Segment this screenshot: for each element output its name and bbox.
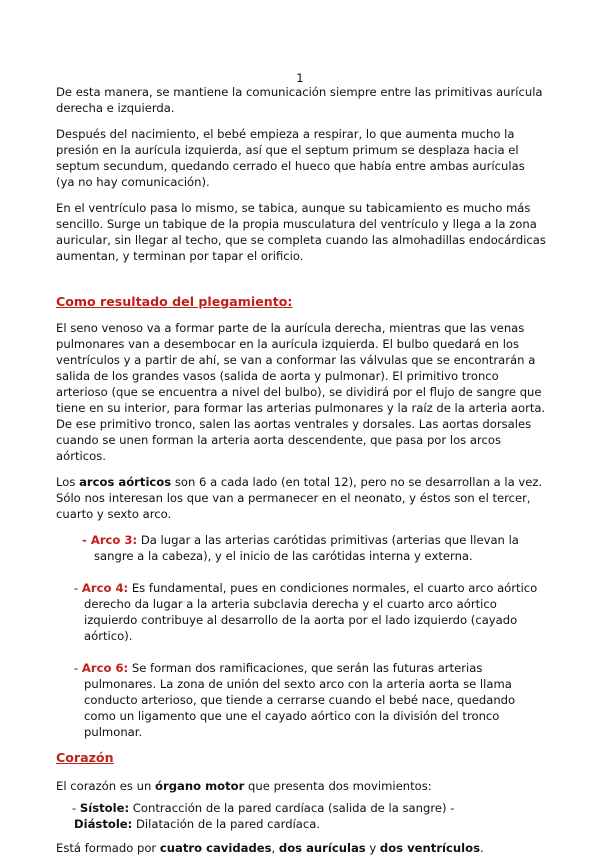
list-label: Arco 3: <box>90 533 138 547</box>
intro-paragraph: En el ventrículo pasa lo mismo, se tabica, aunque su tabicamiento es mucho más sencillo. Surge un tabique de la propia musculatura del ventrículo y llega a la zona auricular, sin llegar al techo, que se completa cuando las almohadillas endocárdicas aumentan, y terminan por tapar el orificio. <box>56 201 546 263</box>
list-label: Arco 4: <box>81 581 129 595</box>
list-text: Es fundamental, pues en condiciones normales, el cuarto arco aórtico derecho da lugar a la arteria subclavia derecha y el cuarto arco aórtico izquierdo contribuye al desarrollo de la aorta por el lado izquierdo (cayado aórtico). <box>84 581 538 643</box>
formed-term-3: dos ventrículos <box>379 841 480 855</box>
intro-rest: que presenta dos movimientos: <box>244 779 432 793</box>
sistole-line <box>56 800 546 816</box>
formed-term-1: cuatro cavidades <box>159 841 272 855</box>
intro-paragraph: De esta manera, se mantiene la comunicación siempre entre las primitivas aurícula derecha e izquierda. <box>56 85 543 115</box>
formed-prefix: Está formado por <box>56 841 160 855</box>
list-label: Arco 6: <box>81 661 129 675</box>
intro-paragraph: Después del nacimiento, el bebé empieza a respirar, lo que aumenta mucho la presión en la aurícula izquierda, así que el septum primum se desplaza hacia el septum secundum, quedando cerrado el hueco que había entre ambas aurículas (ya no hay comunicación). <box>56 127 525 189</box>
corazon-intro <box>56 778 546 794</box>
arcos-prefix: Los <box>56 475 80 489</box>
list-item <box>56 660 546 740</box>
sistole-label: Sístole: <box>79 801 130 815</box>
section-heading-corazon: Corazón <box>56 750 114 765</box>
list-text: Da lugar a las arterias carótidas primitivas (arterias que llevan la sangre a la cabeza), y el inicio de las carótidas interna y externa. <box>94 533 519 563</box>
dash: - <box>72 801 80 815</box>
list-item <box>56 580 546 644</box>
sistole-text: Contracción de la pared cardíaca (salida de la sangre) - <box>129 801 455 815</box>
list-text: Se forman dos ramificaciones, que serán las futuras arterias pulmonares. La zona de unión del sexto arco con la arteria aorta se llama conducto arterioso, que tiende a cerrarse cuando el bebé nace, quedando como un ligamento que une el cayado aórtico con la división del tronco pulmonar. <box>84 661 516 739</box>
plegamiento-paragraph: El seno venoso va a formar parte de la aurícula derecha, mientras que las venas pulmonares van a desembocar en la aurícula izquierda. El bulbo quedará en los ventrículos y a partir de ahí, se van a conformar las válvulas que se encontrarán a salida de los grandes vasos (salida de aorta y pulmonar). El primitivo tronco arterioso (que se encuentra a nivel del bulbo), se dividirá por el flujo de sangre que tiene en su interior, para formar las arterias pulmonares y la raíz de la arteria aorta. De ese primitivo tronco, salen las aortas ventrales y dorsales. Las aortas dorsales cuando se unen forman la arteria aorta descendente, que pasa por los arcos aórticos. <box>56 321 546 463</box>
intro-prefix: El corazón es un <box>56 779 156 793</box>
formed-term-2: dos aurículas <box>278 841 366 855</box>
list-bullet: - <box>74 581 82 595</box>
formed-sep-2: y <box>365 841 380 855</box>
formed-by-line <box>56 840 546 856</box>
list-item <box>56 532 546 564</box>
arcos-term: arcos aórticos <box>79 475 172 489</box>
diastole-label: Diástole: <box>74 817 133 831</box>
arcos-paragraph <box>56 474 546 522</box>
intro-term: órgano motor <box>155 779 245 793</box>
document-body <box>56 84 546 856</box>
formed-end: . <box>480 841 484 855</box>
diastole-line <box>56 816 546 832</box>
section-heading-plegamiento: Como resultado del plegamiento: <box>56 294 293 309</box>
arcos-rest: son 6 a cada lado (en total 12), pero no se desarrollan a la vez. Sólo nos interesan los que van a permanecer en el neonato, y éstos son el tercer, cuarto y sexto arco. <box>56 475 543 521</box>
formed-sep-1: , <box>271 841 279 855</box>
list-bullet: - <box>82 533 91 547</box>
diastole-text: Dilatación de la pared cardíaca. <box>132 817 321 831</box>
list-bullet: - <box>74 661 82 675</box>
page-number: 1 <box>296 71 304 85</box>
